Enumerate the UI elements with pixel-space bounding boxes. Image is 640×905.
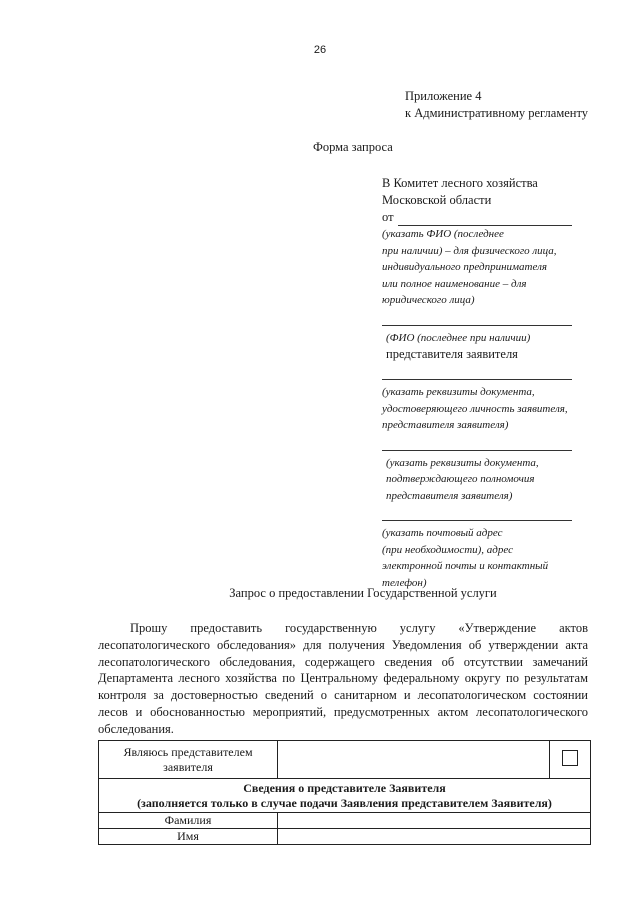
hint-line: электронной почты и контактный bbox=[382, 560, 549, 572]
appendix-header bbox=[405, 88, 588, 122]
hint-identity-doc bbox=[382, 384, 572, 434]
addressee-line2: Московской области bbox=[382, 193, 492, 207]
section-header bbox=[99, 779, 591, 813]
is-representative-label: Являюсь представителем заявителя bbox=[99, 741, 278, 779]
hint-applicant bbox=[382, 226, 572, 309]
fill-line bbox=[382, 510, 572, 521]
checkbox-cell bbox=[550, 741, 591, 779]
hint-rep-name: (ФИО (последнее при наличии) bbox=[386, 331, 531, 344]
is-representative-value bbox=[278, 741, 550, 779]
section-title: Сведения о представителе Заявителя bbox=[243, 780, 446, 795]
addressee-line1: В Комитет лесного хозяйства bbox=[382, 176, 538, 190]
hint-line: при наличии) – для физического лица, bbox=[382, 244, 557, 257]
surname-field[interactable] bbox=[278, 813, 591, 829]
hint-line: (указать реквизиты документа, bbox=[382, 386, 535, 398]
fill-line bbox=[382, 369, 572, 380]
name-field[interactable] bbox=[278, 829, 591, 845]
hint-line: или полное наименование – для bbox=[382, 277, 527, 290]
hint-line: удостоверяющего личность заявителя, bbox=[382, 402, 568, 415]
from-label: от bbox=[382, 210, 394, 224]
representative-checkbox[interactable] bbox=[562, 750, 578, 766]
hint-line: телефон) bbox=[382, 576, 427, 589]
hint-line: представителя заявителя) bbox=[382, 419, 509, 431]
fill-line bbox=[382, 440, 572, 451]
request-title: Запрос о предоставлении Государственной услуги bbox=[229, 586, 497, 600]
hint-line: (указать ФИО (последнее bbox=[382, 228, 504, 240]
hint-line: (при необходимости), адрес bbox=[382, 543, 513, 556]
appendix-line1: Приложение 4 bbox=[405, 89, 482, 103]
form-title: Форма запроса bbox=[313, 140, 393, 154]
hint-contacts bbox=[382, 525, 572, 591]
hint-line: (указать почтовый адрес bbox=[382, 527, 503, 539]
hint-line: подтверждающего полномочия bbox=[386, 473, 535, 485]
rep-label: представителя заявителя bbox=[386, 347, 518, 361]
hint-line: представителя заявителя) bbox=[386, 489, 513, 502]
hint-line: (указать реквизиты документа, bbox=[386, 456, 539, 469]
hint-line: юридического лица) bbox=[382, 294, 475, 306]
hint-authority-doc bbox=[382, 455, 572, 505]
appendix-line2: к Административному регламенту bbox=[405, 106, 589, 120]
page-number: 26 bbox=[313, 44, 327, 56]
representative-table bbox=[98, 740, 591, 845]
row-label-name: Имя bbox=[99, 829, 278, 845]
section-note: (заполняется только в случае подачи Заявления представителем Заявителя) bbox=[137, 795, 552, 810]
request-body: Прошу предоставить государственную услугу «Утверждение актов лесопатологического обследования» для получения Уведомления об утверждении акта лесопатологического обследования, содержащего сведения об отсутствии замечаний Департамента лесного хозяйства по Центральному федеральному округу по результатам контроля за достоверностью сведений о санитарном и лесопатологическом состоянии лесов и обоснованностью мероприятий, предусмотренных актом лесопатологического обследования. bbox=[98, 621, 588, 736]
from-line bbox=[382, 209, 572, 226]
addressee-block bbox=[382, 175, 572, 591]
fill-line bbox=[382, 315, 572, 326]
row-label-surname: Фамилия bbox=[99, 813, 278, 829]
hint-line: индивидуального предпринимателя bbox=[382, 261, 548, 273]
from-fill-line bbox=[398, 213, 572, 226]
